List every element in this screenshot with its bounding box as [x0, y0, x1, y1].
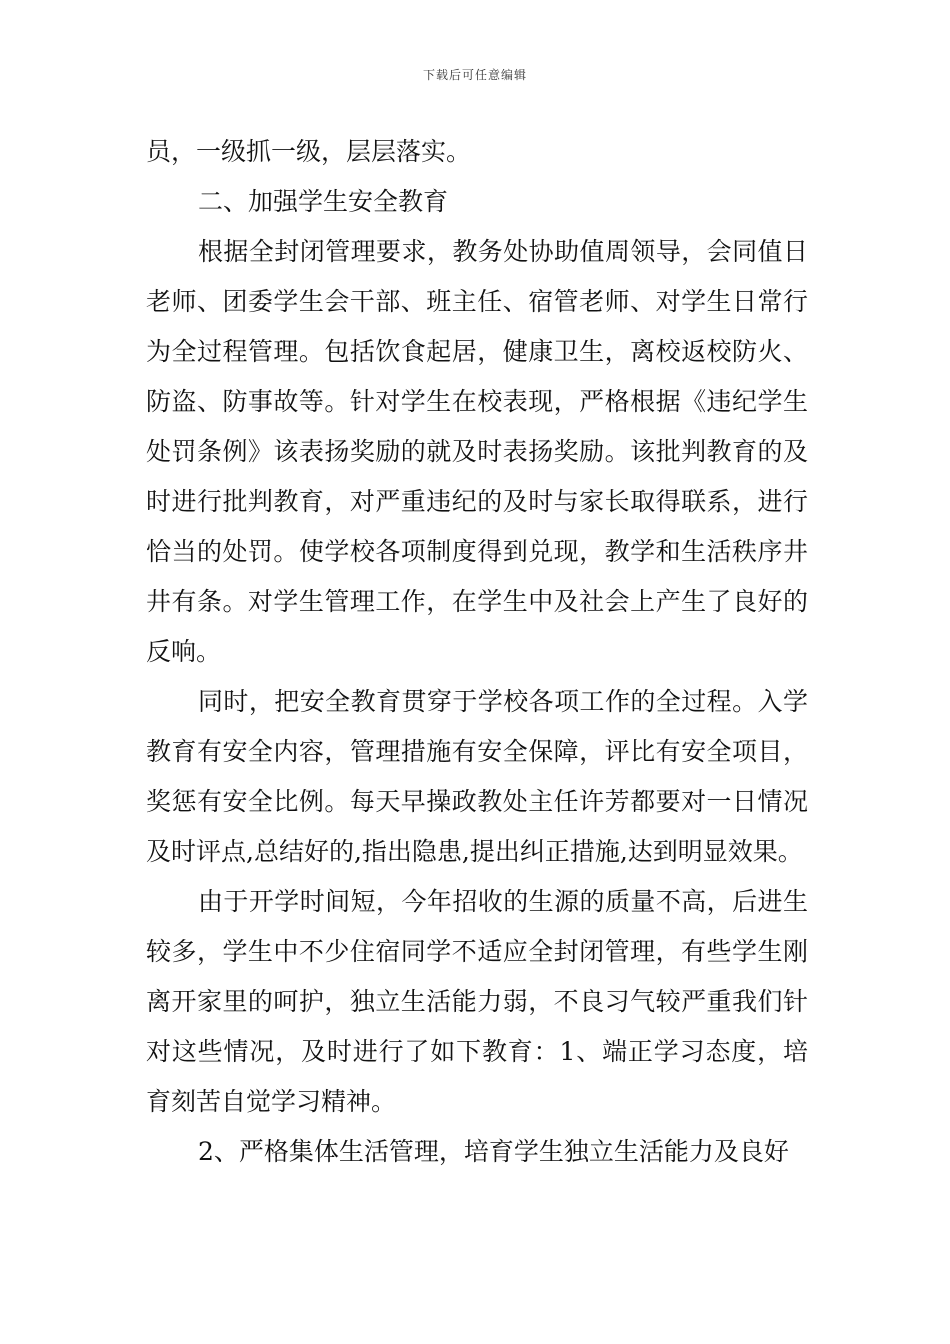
paragraph: 2、严格集体生活管理，培育学生独立生活能力及良好 — [198, 1137, 789, 1166]
paragraph: 由于开学时间短，今年招收的生源的质量不高，后进生较多，学生中不少住宿同学不适应全封闭管理，有些学生刚离开家里的呵护，独立生活能力弱，不良习气较严重我们针对这些情况，及时进行了如下教育：1、端正学习态度，培育刻苦自觉学习精神。 — [146, 887, 808, 1116]
document-body — [146, 127, 808, 1177]
paragraph: 根据全封闭管理要求，教务处协助值周领导，会同值日老师、团委学生会干部、班主任、宿管老师、对学生日常行为全过程管理。包括饮食起居，健康卫生，离校返校防火、防盗、防事故等。针对学生在校表现，严格根据《违纪学生处罚条例》该表扬奖励的就及时表扬奖励。该批判教育的及时进行批判教育，对严重违纪的及时与家长取得联系，进行恰当的处罚。使学校各项制度得到兑现，教学和生活秩序井井有条。对学生管理工作，在学生中及社会上产生了良好的反响。 — [146, 237, 808, 666]
page-header-note: 下载后可任意编辑 — [422, 68, 527, 82]
section-heading: 二、加强学生安全教育 — [198, 187, 449, 216]
paragraph: 同时，把安全教育贯穿于学校各项工作的全过程。入学教育有安全内容，管理措施有安全保障，评比有安全项目，奖惩有安全比例。每天早操政教处主任许芳都要对一日情况及时评点,总结好的,指出隐患,提出纠正措施,达到明显效果。 — [146, 687, 808, 866]
paragraph: 员，一级抓一级，层层落实。 — [146, 137, 472, 166]
